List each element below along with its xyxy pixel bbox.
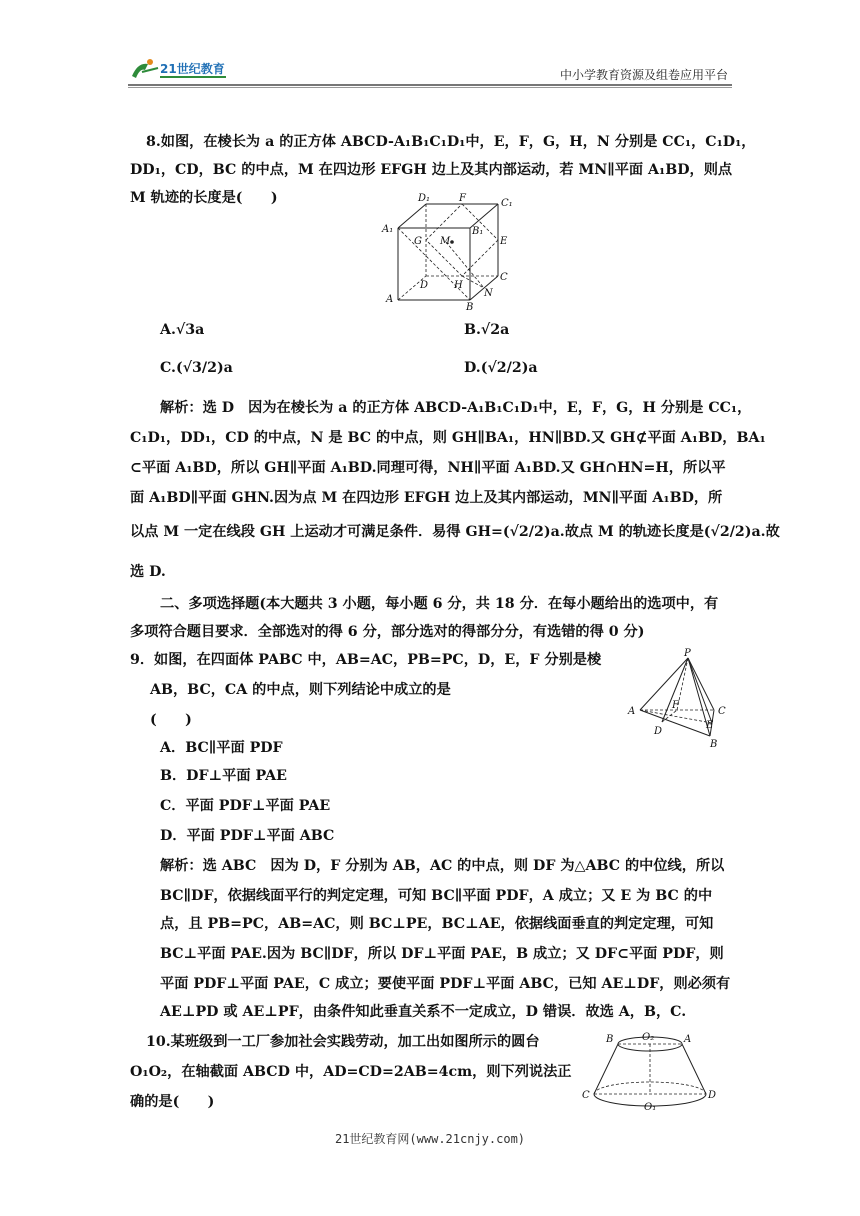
fig-label: O₂	[642, 1032, 655, 1043]
q9-option-c: C．平面 PDF⊥平面 PAE	[160, 798, 331, 814]
page-footer: 21世纪教育网(www.21cnjy.com)	[334, 1132, 526, 1146]
q9-solution-line-2: BC∥DF，依据线面平行的判定定理，可知 BC∥平面 PDF，A 成立；又 E 为 BC 的中	[160, 888, 713, 904]
q8-option-c: C.(√3/2)a	[160, 360, 233, 376]
fig-label: G	[414, 236, 422, 247]
logo-icon	[128, 56, 238, 82]
q8-option-d: D.(√2/2)a	[464, 360, 538, 376]
q8-solution-line-4: 面 A₁BD∥平面 GHN.因为点 M 在四边形 EFGH 边上及其内部运动，MN∥平面 A₁BD，所	[130, 490, 723, 506]
q10-stem-line-3: 确的是( )	[130, 1094, 215, 1110]
tetrahedron-figure	[626, 648, 736, 750]
q8-solution-line-5: 以点 M 一定在线段 GH 上运动才可满足条件．易得 GH=(√2/2)a.故点 M 的轨迹长度是(√2/2)a.故	[130, 524, 780, 540]
q9-stem-line-3: ( )	[150, 712, 192, 728]
q8-solution-line-2: C₁D₁，DD₁，CD 的中点，N 是 BC 的中点，则 GH∥BA₁，HN∥BD.又 GH⊄平面 A₁BD，BA₁	[130, 430, 766, 446]
fig-label: F	[459, 193, 466, 204]
fig-label: M	[440, 236, 451, 247]
q8-option-a: A.√3a	[160, 322, 205, 338]
fig-label: A	[386, 294, 394, 305]
q8-stem-line-1: 8.如图，在棱长为 a 的正方体 ABCD-A₁B₁C₁D₁中，E，F，G，H，N 分别是 CC₁，C₁D₁，	[146, 134, 756, 150]
fig-label: D	[708, 1090, 717, 1101]
header-rule-thin	[128, 87, 732, 88]
logo-text: 21世纪教育	[160, 62, 225, 76]
fig-label: F	[672, 700, 679, 711]
fig-label: B	[606, 1034, 614, 1045]
q9-solution-line-4: BC⊥平面 PAE.因为 BC∥DF，所以 DF⊥平面 PAE，B 成立；又 DF⊂平面 PDF，则	[160, 946, 724, 962]
fig-label: E	[500, 236, 508, 247]
q9-option-d: D．平面 PDF⊥平面 ABC	[160, 828, 335, 844]
q8-stem-line-2: DD₁，CD，BC 的中点，M 在四边形 EFGH 边上及其内部运动，若 MN∥平面 A₁BD，则点	[130, 162, 733, 178]
q10-stem-line-2: O₁O₂，在轴截面 ABCD 中，AD=CD=2AB=4cm，则下列说法正	[130, 1064, 572, 1080]
fig-label: A	[684, 1034, 692, 1045]
fig-label: N	[484, 288, 493, 299]
fig-label: B	[466, 302, 474, 312]
fig-label: D	[420, 280, 429, 291]
q8-stem-line-3: M 轨迹的长度是( )	[130, 190, 278, 206]
q9-solution-line-5: 平面 PDF⊥平面 PAE，C 成立；要使平面 PDF⊥平面 ABC，已知 AE⊥DF，则必须有	[160, 976, 731, 992]
page-header	[128, 54, 732, 84]
section-2-heading-line-2: 多项符合题目要求．全部选对的得 6 分，部分选对的得部分分，有选错的得 0 分)	[130, 624, 645, 640]
fig-label: C	[582, 1090, 590, 1101]
q9-solution-line-6: AE⊥PD 或 AE⊥PF，由条件知此垂直关系不一定成立，D 错误．故选 A，B，C.	[160, 1004, 687, 1020]
fig-label: A₁	[382, 224, 394, 235]
cube-figure	[380, 190, 515, 312]
q8-solution-line-6: 选 D.	[130, 564, 166, 580]
fig-label: C	[718, 706, 726, 717]
fig-label: O₁	[644, 1102, 657, 1113]
fig-label: P	[684, 648, 691, 659]
fig-label: D	[654, 726, 663, 737]
q8-option-b: B.√2a	[464, 322, 510, 338]
fig-label: C	[500, 272, 508, 283]
q9-stem-line-2: AB，BC，CA 的中点，则下列结论中成立的是	[150, 682, 451, 698]
fig-label: A	[628, 706, 636, 717]
frustum-figure	[578, 1030, 738, 1116]
header-rule	[128, 84, 732, 86]
q9-option-a: A．BC∥平面 PDF	[160, 740, 283, 756]
q9-option-b: B．DF⊥平面 PAE	[160, 768, 287, 784]
fig-label: B₁	[472, 226, 484, 237]
fig-label: D₁	[418, 193, 431, 204]
platform-name: 中小学教育资源及组卷应用平台	[559, 68, 728, 82]
q9-stem-line-1: 9．如图，在四面体 PABC 中，AB=AC，PB=PC，D，E，F 分别是棱	[130, 652, 602, 668]
q8-solution-line-3: ⊂平面 A₁BD，所以 GH∥平面 A₁BD.同理可得，NH∥平面 A₁BD.又 GH∩HN=H，所以平	[130, 460, 726, 476]
fig-label: C₁	[501, 198, 513, 209]
fig-label: H	[454, 280, 463, 291]
q9-solution-line-1: 解析：选 ABC 因为 D，F 分别为 AB，AC 的中点，则 DF 为△ABC 的中位线，所以	[160, 858, 725, 874]
q10-stem-line-1: 10.某班级到一工厂参加社会实践劳动，加工出如图所示的圆台	[146, 1034, 540, 1050]
fig-label: B	[710, 739, 718, 750]
fig-label: E	[706, 720, 714, 731]
q8-solution-line-1: 解析：选 D 因为在棱长为 a 的正方体 ABCD-A₁B₁C₁D₁中，E，F，G，H 分别是 CC₁，	[160, 400, 752, 416]
q9-solution-line-3: 点，且 PB=PC，AB=AC，则 BC⊥PE，BC⊥AE，依据线面垂直的判定定理，可知	[160, 916, 714, 932]
section-2-heading-line-1: 二、多项选择题(本大题共 3 小题，每小题 6 分，共 18 分．在每小题给出的选项中，有	[160, 596, 719, 612]
